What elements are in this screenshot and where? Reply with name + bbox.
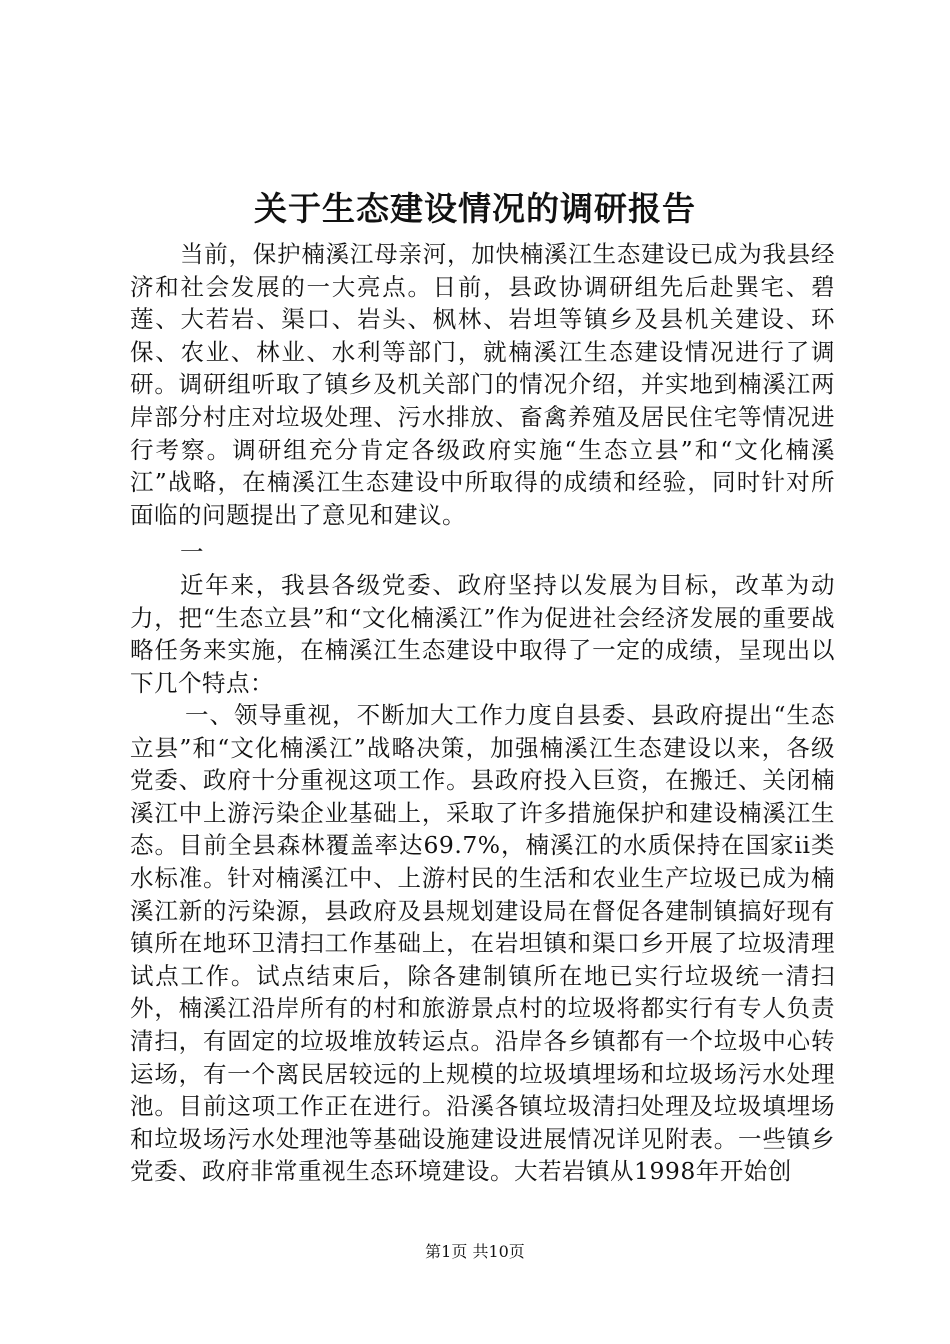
page-number-footer: 第1页 共10页 (425, 1242, 525, 1261)
body-paragraph-achievements: 近年来，我县各级党委、政府坚持以发展为目标，改革为动力，把“生态立县”和“文化楠溪江”作为促进社会经济发展的重要战略任务来实施，在楠溪江生态建设中取得了一定的成绩，呈现出以下几个特点： (130, 571, 835, 697)
body-paragraph-leadership: 一、领导重视，不断加大工作力度自县委、县政府提出“生态立县”和“文化楠溪江”战略决策，加强楠溪江生态建设以来，各级党委、政府十分重视这项工作。县政府投入巨资，在搬迁、关闭楠溪江中上游污染企业基础上，采取了许多措施保护和建设楠溪江生态。目前全县森林覆盖率达69.7%，楠溪江的水质保持在国家ii类水标准。针对楠溪江中、上游村民的生活和农业生产垃圾已成为楠溪江新的污染源，县政府及县规划建设局在督促各建制镇搞好现有镇所在地环卫清扫工作基础上，在岩坦镇和渠口乡开展了垃圾清理试点工作。试点结束后，除各建制镇所在地已实行垃圾统一清扫外，楠溪江沿岸所有的村和旅游景点村的垃圾将都实行有专人负责清扫，有固定的垃圾堆放转运点。沿岸各乡镇都有一个垃圾中心转运场，有一个离民居较远的上规模的垃圾填埋场和垃圾场污水处理池。目前这项工作正在进行。沿溪各镇垃圾清扫处理及垃圾填埋场和垃圾场污水处理池等基础设施建设进展情况详见附表。一些镇乡党委、政府非常重视生态环境建设。大若岩镇从1998年开始创 (130, 701, 835, 1186)
intro-paragraph: 当前，保护楠溪江母亲河，加快楠溪江生态建设已成为我县经济和社会发展的一大亮点。日前，县政协调研组先后赴巽宅、碧莲、大若岩、渠口、岩头、枫林、岩坦等镇乡及县机关建设、环保、农业、林业、水利等部门，就楠溪江生态建设情况进行了调研。调研组听取了镇乡及机关部门的情况介绍，并实地到楠溪江两岸部分村庄对垃圾处理、污水排放、畜禽养殖及居民住宅等情况进行考察。调研组充分肯定各级政府实施“生态立县”和“文化楠溪江”战略，在楠溪江生态建设中所取得的成绩和经验，同时针对所面临的问题提出了意见和建议。 (130, 240, 835, 529)
document-title: 关于生态建设情况的调研报告 (254, 189, 696, 228)
section-number: 一 (180, 538, 204, 566)
